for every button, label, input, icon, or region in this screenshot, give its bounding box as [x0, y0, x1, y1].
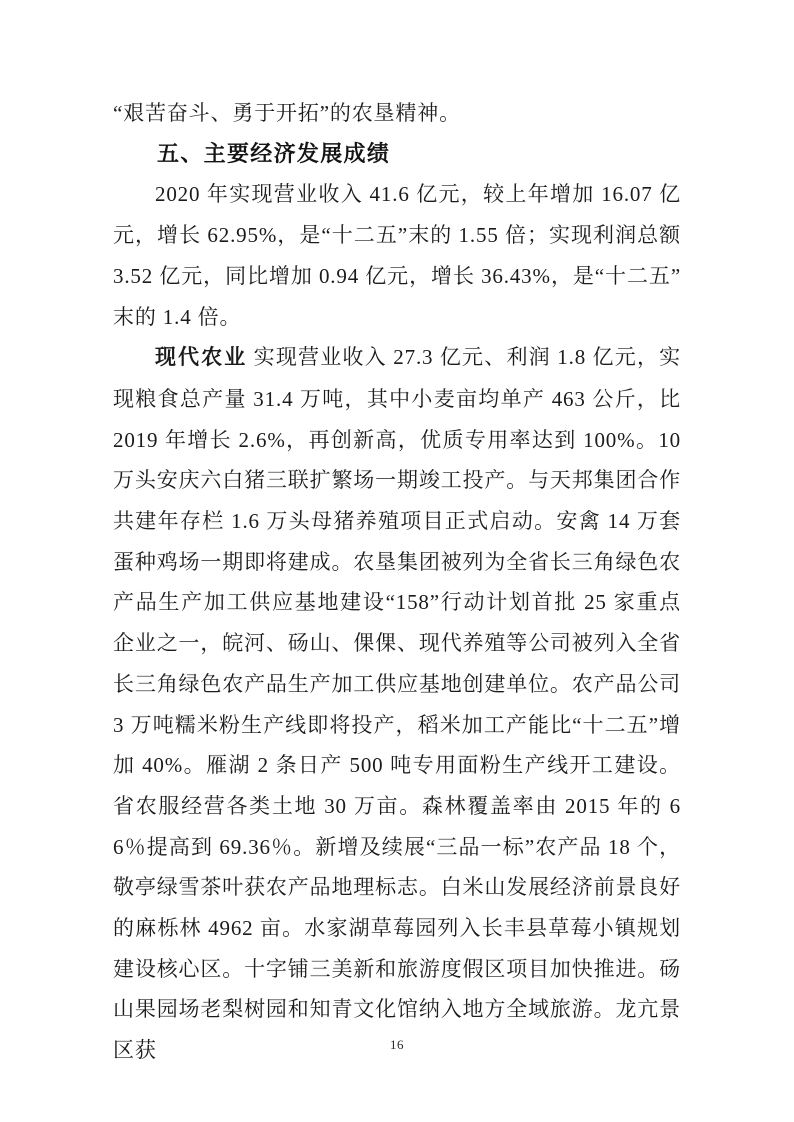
- paragraph-lead-modern-agriculture: 现代农业: [155, 346, 248, 370]
- paragraph-modern-agriculture: [113, 337, 681, 1071]
- paragraph-modern-agriculture-text: 实现营业收入 27.3 亿元、利润 1.8 亿元，实现粮食总产量 31.4 万吨，其中小麦亩均单产 463 公斤，比 2019 年增长 2.6%，再创新高，优质专用率达到 100%。10 万头安庆六白猪三联扩繁场一期竣工投产。与天邦集团合作共建年存栏 1.6 万头母猪养殖项目正式启动。安禽 14 万套蛋种鸡场一期即将建成。农垦集团被列为全省长三角绿色农产品生产加工供应基地建设“158”行动计划首批 25 家重点企业之一，皖河、砀山、倮倮、现代养殖等公司被列入全省长三角绿色农产品生产加工供应基地创建单位。农产品公司 3 万吨糯米粉生产线即将投产，稻米加工产能比“十二五”增加 40%。雁湖 2 条日产 500 吨专用面粉生产线开工建设。省农服经营各类土地 30 万亩。森林覆盖率由 2015 年的 66％提高到 69.36％。新增及续展“三品一标”农产品 18 个，敬亭绿雪茶叶获农产品地理标志。白米山发展经济前景良好的麻栎林 4962 亩。水家湖草莓园列入长丰县草莓小镇规划建设核心区。十字铺三美新和旅游度假区项目加快推进。砀山果园场老梨树园和知青文化馆纳入地方全域旅游。龙亢景区获: [113, 345, 681, 1063]
- page-body: [113, 93, 681, 1071]
- page-footer: [0, 1036, 794, 1054]
- paragraph-continuation: “艰苦奋斗、勇于开拓”的农垦精神。: [113, 101, 461, 125]
- page-number: 16: [390, 1037, 404, 1052]
- paragraph-overview: 2020 年实现营业收入 41.6 亿元，较上年增加 16.07 亿元，增长 62.95%，是“十二五”末的 1.55 倍；实现利润总额 3.52 亿元，同比增加 0.94 亿元，增长 36.43%，是“十二五”末的 1.4 倍。: [113, 182, 681, 329]
- section-heading: 五、主要经济发展成绩: [157, 140, 391, 166]
